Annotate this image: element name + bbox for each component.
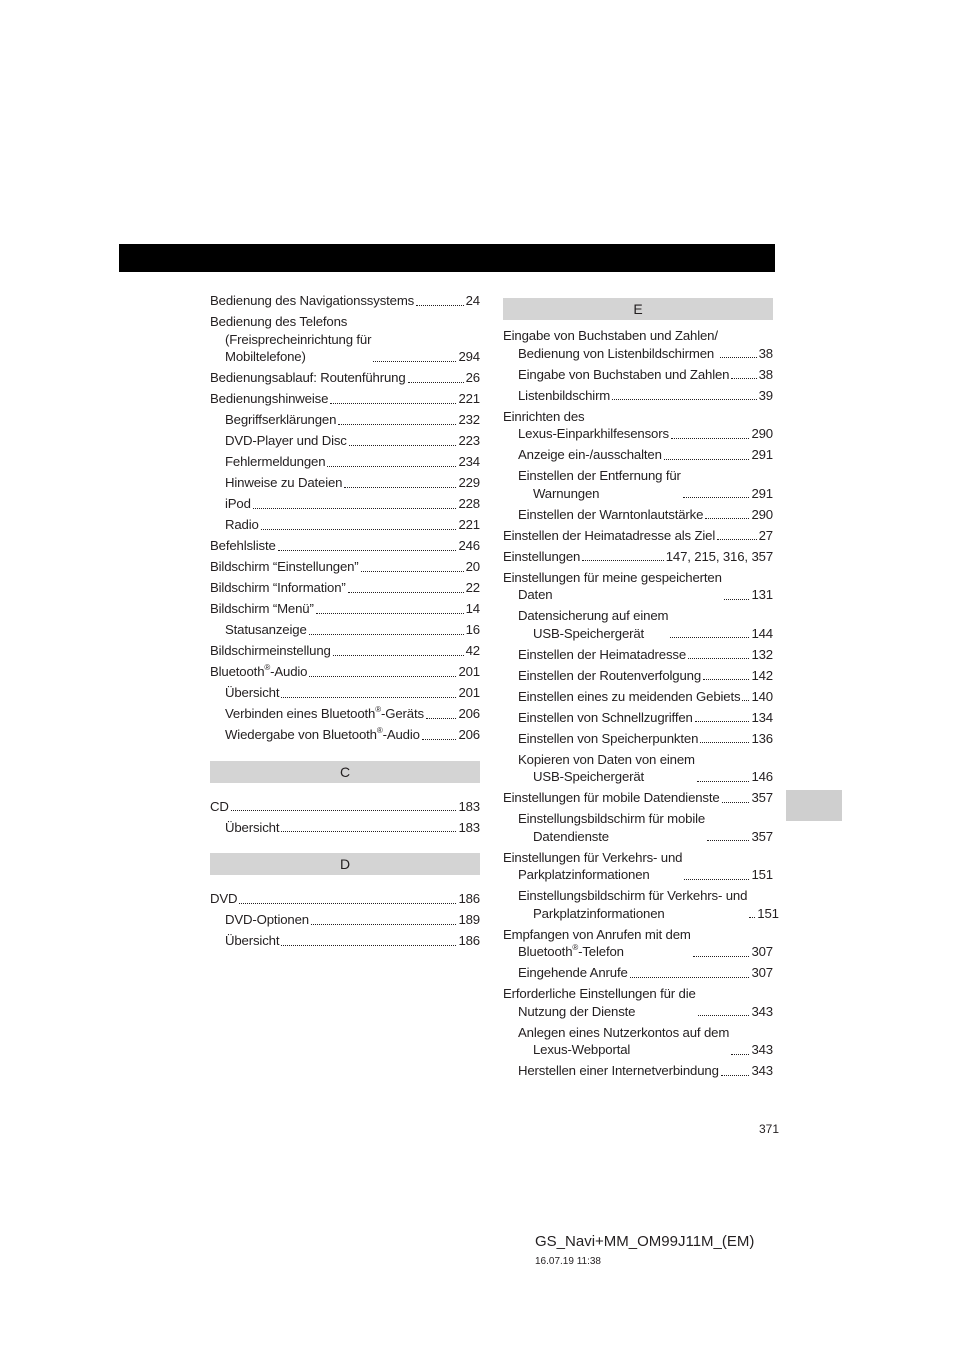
- dot-leader: [707, 840, 749, 841]
- index-entry-title: CD: [210, 798, 229, 814]
- index-entry-title: Datensicherung auf einem USB-Speichergerät: [518, 608, 669, 641]
- index-entry: [503, 926, 773, 961]
- dot-leader: [281, 945, 456, 946]
- dot-leader: [344, 487, 456, 488]
- index-entry-page: 39: [758, 387, 773, 403]
- index-entry-page: 343: [751, 1063, 773, 1078]
- index-entry-page: 42: [465, 643, 480, 658]
- index-entry-page: 146: [751, 769, 773, 784]
- dot-leader: [349, 445, 457, 446]
- index-entry-page: 38: [758, 345, 773, 361]
- index-entry-page: 291: [751, 485, 773, 501]
- dot-leader: [281, 697, 456, 698]
- index-entry: [503, 1062, 773, 1080]
- index-entry-page: 290: [751, 506, 773, 522]
- index-entry-title: Einstellen der Routenverfolgung: [518, 667, 702, 683]
- index-entry-title: Eingabe von Buchstaben und Zahlen/ Bedienung von Listenbildschirmen: [503, 328, 718, 361]
- dot-leader: [309, 676, 456, 677]
- index-entry-page: 136: [751, 730, 773, 746]
- index-entry-page: 142: [751, 667, 773, 683]
- index-entry-page: 206: [458, 706, 480, 721]
- index-entry: [503, 548, 773, 566]
- dot-leader: [742, 700, 749, 701]
- index-entry-title: Statusanzeige: [225, 622, 307, 637]
- section-header-c: C: [210, 761, 480, 783]
- index-entry-page: 221: [458, 391, 480, 406]
- index-entry-page: 144: [751, 625, 773, 641]
- index-entry: [503, 607, 773, 642]
- index-entry-title: Einstellen der Heimatadresse als Ziel: [503, 527, 716, 543]
- index-entry-title: Bildschirmeinstellung: [210, 643, 331, 658]
- index-entry-page: 201: [458, 685, 480, 700]
- index-entry-title: Bedienungshinweise: [210, 391, 329, 406]
- dot-leader: [671, 438, 750, 439]
- index-entry-page: 221: [458, 517, 480, 532]
- index-entry-page: 134: [751, 709, 773, 725]
- index-entry-title: Einstellen von Speicherpunkten: [518, 730, 699, 746]
- index-entry-page: 246: [458, 538, 480, 553]
- index-entry-title: Anlegen eines Nutzerkontos auf dem Lexus-Webportal: [518, 1024, 730, 1057]
- index-entry: [503, 1024, 773, 1059]
- header-bar: [119, 244, 775, 272]
- index-entry: [210, 890, 480, 908]
- section-header-e: E: [503, 298, 773, 320]
- index-entry-title: DVD-Player und Disc: [225, 433, 347, 448]
- dot-leader: [731, 1054, 749, 1055]
- index-entry-title: Bildschirm “Menü”: [210, 601, 314, 616]
- index-entry-page: 343: [751, 1042, 773, 1057]
- index-entry-title: Übersicht: [225, 933, 280, 948]
- index-entry-page: 16: [465, 622, 480, 637]
- index-entry-title: Bedienung des Telefons (Freisprecheinrichtung für Mobiltelefone): [210, 314, 372, 364]
- index-entry: [210, 313, 480, 366]
- index-entry: [210, 292, 480, 310]
- dot-leader: [693, 956, 750, 957]
- dot-leader: [700, 742, 749, 743]
- index-entry-title: Bildschirm “Information”: [210, 580, 346, 595]
- index-entry-title: Eingabe von Buchstaben und Zahlen: [518, 366, 730, 382]
- index-entry-page: 307: [751, 965, 773, 980]
- dot-leader: [278, 550, 457, 551]
- dot-leader: [231, 810, 457, 811]
- index-entry-title: Einstellungsbildschirm für mobile Datendienste: [518, 811, 706, 844]
- index-entry: [210, 369, 480, 387]
- index-entry: [503, 408, 773, 443]
- index-entry-page: 234: [458, 454, 480, 469]
- index-entry: [503, 751, 773, 786]
- dot-leader: [703, 679, 749, 680]
- index-entry: [210, 684, 480, 702]
- dot-leader: [695, 721, 750, 722]
- index-entry-page: 131: [751, 587, 773, 602]
- index-entry-title: Kopieren von Daten von einem USB-Speichergerät: [518, 751, 695, 784]
- index-entry-page: 290: [751, 426, 773, 441]
- dot-leader: [731, 378, 756, 379]
- index-entry: [503, 446, 773, 464]
- index-entry-page: 294: [458, 349, 480, 364]
- print-timestamp: 16.07.19 11:38: [535, 1256, 601, 1267]
- dot-leader: [333, 655, 464, 656]
- index-entry-page: 307: [751, 944, 773, 959]
- index-entry: [210, 411, 480, 429]
- index-entry: [503, 327, 773, 362]
- dot-leader: [670, 637, 749, 638]
- index-entry-title: Anzeige ein-/ausschalten: [518, 447, 662, 462]
- index-entry-page: 151: [757, 905, 779, 921]
- index-list: [503, 327, 779, 1080]
- index-entry: [210, 537, 480, 555]
- index-entry-page: 206: [458, 727, 480, 742]
- dot-leader: [582, 560, 663, 561]
- index-entry-title: Wiedergabe von Bluetooth®-Audio: [225, 725, 420, 742]
- index-entry-page: 22: [465, 580, 480, 595]
- index-entry: [503, 569, 773, 604]
- index-entry: [210, 911, 480, 929]
- index-entry-title: Listenbildschirm: [518, 387, 611, 403]
- index-entry: [503, 506, 773, 524]
- index-entry: [210, 642, 480, 660]
- index-entry-page: 232: [458, 412, 480, 427]
- index-entry-title: Einstellungsbildschirm für Verkehrs- und Parkplatzinformationen: [518, 888, 748, 921]
- dot-leader: [717, 539, 756, 540]
- index-list: [210, 292, 480, 744]
- index-entry: [210, 600, 480, 618]
- index-entry: [210, 453, 480, 471]
- index-entry: [503, 810, 773, 845]
- index-entry: [210, 932, 480, 950]
- index-entry-page: 229: [458, 475, 480, 490]
- index-entry-title: Bildschirm “Einstellungen”: [210, 559, 359, 574]
- index-entry: [210, 495, 480, 513]
- index-entry: [210, 558, 480, 576]
- index-entry-page: 228: [458, 496, 480, 511]
- index-entry: [210, 798, 480, 816]
- dot-leader: [327, 466, 456, 467]
- index-column-left: [210, 292, 480, 953]
- index-entry-title: Einstellen der Warntonlautstärke: [518, 506, 704, 522]
- index-entry-title: Einstellungen für mobile Datendienste: [503, 790, 720, 805]
- index-entry-page: 186: [458, 933, 480, 948]
- index-entry-title: DVD: [210, 891, 238, 906]
- index-entry-title: Übersicht: [225, 819, 280, 835]
- index-entry: [210, 663, 480, 681]
- index-entry-page: 14: [465, 601, 480, 616]
- index-entry-page: 291: [751, 447, 773, 462]
- index-entry-title: Einstellungen für Verkehrs- und Parkplatzinformationen: [503, 849, 683, 882]
- index-entry: [210, 726, 480, 744]
- index-entry-title: Übersicht: [225, 685, 280, 700]
- dot-leader: [426, 718, 457, 719]
- dot-leader: [316, 613, 464, 614]
- dot-leader: [698, 1015, 750, 1016]
- index-entry: [210, 705, 480, 723]
- index-entry: [503, 387, 773, 405]
- index-entry: [503, 789, 773, 807]
- index-entry-title: Einstellen der Heimatadresse: [518, 646, 687, 662]
- index-entry-page: 183: [458, 819, 480, 835]
- index-entry: [210, 432, 480, 450]
- index-entry-page: 147, 215, 316, 357: [665, 548, 773, 564]
- index-list: [210, 798, 480, 837]
- index-entry-page: 201: [458, 664, 480, 679]
- index-entry: [503, 887, 779, 922]
- index-entry: [503, 467, 773, 502]
- index-entry-title: Einstellen von Schnellzugriffen: [518, 709, 693, 725]
- section-thumb-tab: [786, 790, 842, 821]
- index-entry-page: 140: [751, 688, 773, 704]
- index-entry-title: Begriffserklärungen: [225, 412, 337, 427]
- index-entry-page: 38: [758, 366, 773, 382]
- index-entry-title: Erforderliche Einstellungen für die Nutzung der Dienste: [503, 986, 696, 1019]
- dot-leader: [408, 382, 464, 383]
- index-entry-page: 357: [751, 790, 773, 805]
- index-entry-title: Befehlsliste: [210, 538, 276, 553]
- dot-leader: [416, 305, 464, 306]
- index-entry-title: Einstellungen für meine gespeicherten Daten: [503, 569, 722, 602]
- dot-leader: [664, 459, 750, 460]
- index-entry: [503, 667, 773, 685]
- index-entry: [503, 709, 773, 727]
- index-entry-title: Einstellungen: [503, 548, 581, 564]
- dot-leader: [720, 357, 757, 358]
- dot-leader: [683, 497, 750, 498]
- index-entry-page: 151: [751, 867, 773, 882]
- index-entry-page: 189: [458, 912, 480, 927]
- index-entry-title: Einstellen eines zu meidenden Gebiets: [518, 688, 741, 704]
- index-entry-title: Herstellen einer Internetverbindung: [518, 1063, 719, 1078]
- dot-leader: [261, 529, 457, 530]
- index-entry-title: Bedienungsablauf: Routenführung: [210, 370, 406, 385]
- index-entry: [210, 390, 480, 408]
- index-entry-page: 132: [751, 646, 773, 662]
- index-entry-page: 26: [465, 370, 480, 385]
- index-entry: [210, 474, 480, 492]
- dot-leader: [724, 599, 750, 600]
- index-entry: [210, 819, 480, 837]
- dot-leader: [373, 361, 456, 362]
- index-entry: [210, 579, 480, 597]
- dot-leader: [422, 739, 457, 740]
- dot-leader: [311, 924, 456, 925]
- index-entry-page: 343: [751, 1003, 773, 1019]
- dot-leader: [612, 399, 756, 400]
- dot-leader: [688, 658, 749, 659]
- index-entry-title: Bluetooth®-Audio: [210, 662, 308, 679]
- dot-leader: [721, 1075, 750, 1076]
- index-entry-page: 24: [465, 293, 480, 308]
- section-header-d: D: [210, 853, 480, 875]
- index-entry: [210, 516, 480, 534]
- index-entry-title: Fehlermeldungen: [225, 454, 326, 469]
- index-entry: [503, 985, 773, 1020]
- index-entry: [503, 688, 773, 706]
- index-entry-page: 183: [458, 798, 480, 814]
- index-entry: [503, 730, 773, 748]
- dot-leader: [705, 518, 749, 519]
- dot-leader: [239, 903, 456, 904]
- dot-leader: [697, 781, 750, 782]
- dot-leader: [338, 424, 456, 425]
- index-entry-page: 20: [465, 559, 480, 574]
- index-column-right: [503, 292, 779, 1083]
- index-entry-title: DVD-Optionen: [225, 912, 309, 927]
- index-entry-title: Eingehende Anrufe: [518, 965, 628, 980]
- dot-leader: [348, 592, 464, 593]
- index-entry: [503, 366, 773, 384]
- index-entry-title: Verbinden eines Bluetooth®-Geräts: [225, 704, 424, 721]
- document-code: GS_Navi+MM_OM99J11M_(EM): [535, 1233, 755, 1250]
- dot-leader: [684, 879, 749, 880]
- index-entry-page: 27: [758, 527, 773, 543]
- dot-leader: [253, 508, 457, 509]
- index-entry-page: 223: [458, 433, 480, 448]
- page-number: 371: [759, 1122, 780, 1136]
- index-entry-title: Bedienung des Navigationssystems: [210, 293, 415, 308]
- index-entry: [503, 646, 773, 664]
- index-entry-title: Radio: [225, 517, 259, 532]
- dot-leader: [281, 831, 456, 832]
- index-entry-title: Hinweise zu Dateien: [225, 475, 343, 490]
- index-entry-page: 186: [458, 891, 480, 906]
- index-entry: [503, 849, 773, 884]
- index-entry-title: iPod: [225, 496, 251, 511]
- dot-leader: [361, 571, 464, 572]
- dot-leader: [330, 403, 456, 404]
- index-entry: [503, 527, 773, 545]
- index-entry-title: Empfangen von Anrufen mit dem Bluetooth®-Telefon: [503, 926, 691, 959]
- index-entry: [210, 621, 480, 639]
- dot-leader: [309, 634, 464, 635]
- dot-leader: [749, 917, 755, 918]
- dot-leader: [722, 802, 750, 803]
- index-entry-title: Einstellen der Entfernung für Warnungen: [518, 468, 681, 501]
- index-list: [210, 890, 480, 950]
- index-entry: [503, 964, 773, 982]
- index-entry-page: 357: [751, 828, 773, 844]
- index-entry-title: Einrichten des Lexus-Einparkhilfesensors: [503, 408, 669, 441]
- dot-leader: [630, 977, 750, 978]
